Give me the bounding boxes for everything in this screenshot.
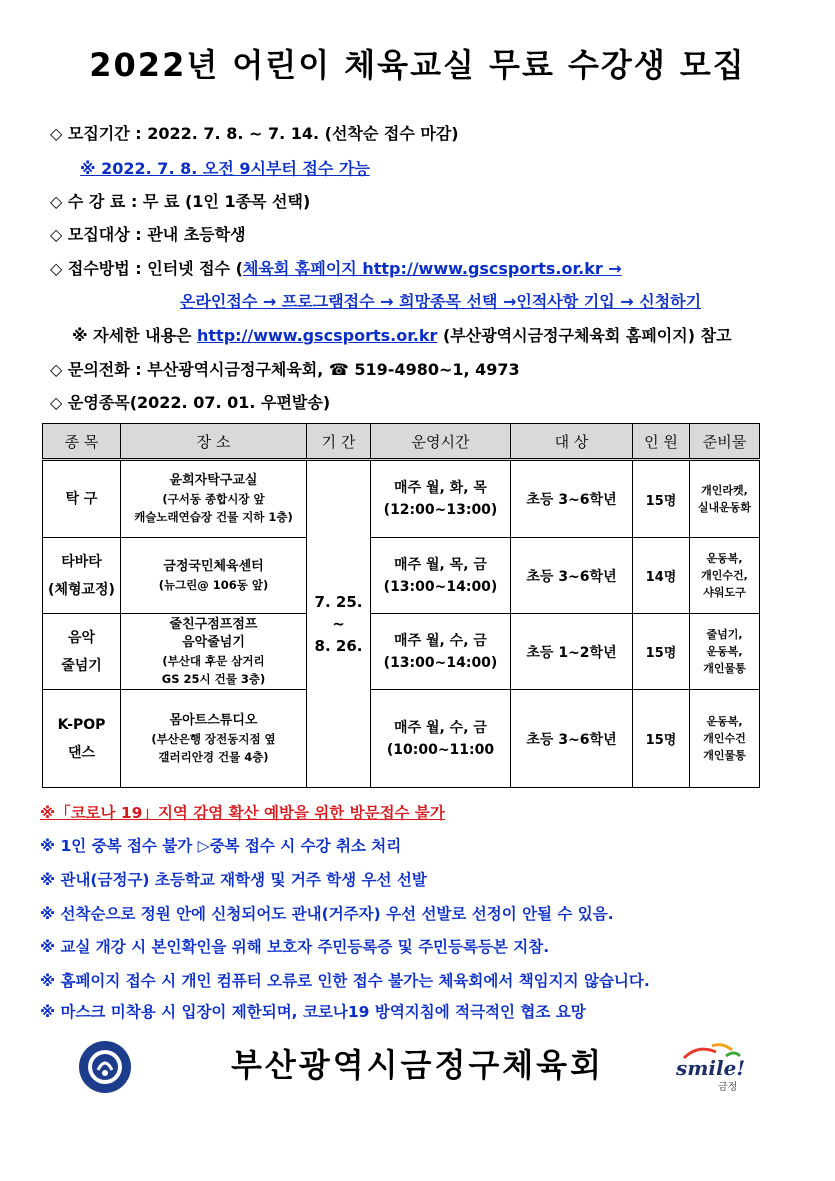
method-prefix: ◇ 접수방법 : 인터넷 접수 ( <box>50 259 243 278</box>
place-name: 몸아트스튜디오 <box>169 712 258 728</box>
table-row <box>43 538 760 614</box>
page-title: 2022년 어린이 체육교실 무료 수강생 모집 <box>89 46 746 84</box>
place-name: 윤희자탁구교실 <box>169 473 258 488</box>
cell-place <box>121 614 307 690</box>
header-sport: 종 목 <box>43 424 121 460</box>
place-name: 금정국민체육센터 <box>163 558 264 574</box>
place-address: (구서동 종합시장 앞 캐슬노래연습장 건물 지하 1층) <box>134 492 293 524</box>
cell-sport: 탁 구 <box>43 460 121 538</box>
place-name: 줄친구점프점프 음악줄넘기 <box>169 616 258 650</box>
note-priority: ※ 관내(금정구) 초등학교 재학생 및 거주 학생 우선 선발 <box>40 871 427 889</box>
organization-name: 부산광역시금정구체육회 <box>230 1046 605 1084</box>
recruit-period: ◇ 모집기간 : 2022. 7. 8. ~ 7. 14. (선착순 접수 마감) <box>50 124 459 143</box>
cell-time: 매주 월, 목, 금 (13:00~14:00) <box>371 538 511 614</box>
cell-period: 7. 25. ~ 8. 26. <box>307 460 371 788</box>
header-count: 인 원 <box>633 424 690 460</box>
target: ◇ 모집대상 : 관내 초등학생 <box>50 225 246 244</box>
cell-count: 15명 <box>633 690 690 788</box>
contact: ◇ 문의전화 : 부산광역시금정구체육회, ☎ 519-4980~1, 4973 <box>50 360 520 379</box>
cell-target: 초등 3~6학년 <box>511 690 633 788</box>
cell-prep: 줄넘기, 운동복, 개인물통 <box>690 614 760 690</box>
cell-place <box>121 538 307 614</box>
cell-time: 매주 월, 화, 목 (12:00~13:00) <box>371 460 511 538</box>
cell-time: 매주 월, 수, 금 (10:00~11:00 <box>371 690 511 788</box>
cell-place <box>121 690 307 788</box>
detail-prefix: ※ 자세한 내용은 <box>72 326 198 345</box>
method-steps: 온라인접수 → 프로그램접수 → 희망종목 선택 →인적사항 기입 → 신청하기 <box>180 292 702 311</box>
cell-count: 14명 <box>633 538 690 614</box>
cell-prep: 개인라켓, 실내운동화 <box>690 460 760 538</box>
table-row <box>43 614 760 690</box>
cell-target: 초등 3~6학년 <box>511 538 633 614</box>
header-time: 운영시간 <box>371 424 511 460</box>
cell-count: 15명 <box>633 460 690 538</box>
fee: ◇ 수 강 료 : 무 료 (1인 1종목 선택) <box>50 192 311 211</box>
sports-heading: ◇ 운영종목(2022. 07. 01. 우편발송) <box>50 393 331 412</box>
note-mask: ※ 마스크 미착용 시 입장이 제한되며, 코로나19 방역지침에 적극적인 협조 요망 <box>40 1003 586 1021</box>
cell-count: 15명 <box>633 614 690 690</box>
cell-target: 초등 3~6학년 <box>511 460 633 538</box>
cell-sport: K-POP 댄스 <box>43 690 121 788</box>
period-note: ※ 2022. 7. 8. 오전 9시부터 접수 가능 <box>80 159 370 178</box>
detail-suffix: (부산광역시금정구체육회 홈페이지) 참고 <box>437 326 732 345</box>
schedule-table <box>42 423 760 788</box>
cell-sport: 음악 줄넘기 <box>43 614 121 690</box>
smile-geumjeong-logo <box>676 1042 746 1092</box>
header-place: 장 소 <box>121 424 307 460</box>
cell-place <box>121 460 307 538</box>
header-prep: 준비물 <box>690 424 760 460</box>
cell-time: 매주 월, 수, 금 (13:00~14:00) <box>371 614 511 690</box>
header-period: 기 간 <box>307 424 371 460</box>
cell-prep: 운동복, 개인수건, 샤워도구 <box>690 538 760 614</box>
place-address: (뉴그린@ 106동 앞) <box>158 577 269 592</box>
cell-sport: 타바타 (체형교정) <box>43 538 121 614</box>
cell-target: 초등 1~2학년 <box>511 614 633 690</box>
logo-word: smile! <box>676 1056 746 1080</box>
method <box>50 256 810 279</box>
table-header-row <box>43 424 760 460</box>
detail-note <box>72 323 832 346</box>
note-selection: ※ 선착순으로 정원 안에 신청되어도 관내(거주자) 우선 선발로 선정이 안될 수 있음. <box>40 905 614 923</box>
note-computer-error: ※ 홈페이지 접수 시 개인 컴퓨터 오류로 인한 접수 불가는 체육회에서 책임지지 않습니다. <box>40 972 650 990</box>
note-id-check: ※ 교실 개강 시 본인확인을 위해 보호자 주민등록증 및 주민등록등본 지참. <box>40 938 550 956</box>
cell-prep: 운동복, 개인수건 개인물통 <box>690 690 760 788</box>
header-target: 대 상 <box>511 424 633 460</box>
place-address: (부산은행 장전동지점 옆 갤러리안경 건물 4층) <box>151 731 276 764</box>
place-address: (부산대 후문 삼거리 GS 25시 건물 3층) <box>161 653 266 686</box>
note-covid: ※「코로나 19」지역 감염 확산 예방을 위한 방문접수 불가 <box>40 804 445 822</box>
table-row <box>43 690 760 788</box>
logo-sub: 금정 <box>718 1082 738 1093</box>
note-duplicate: ※ 1인 중복 접수 불가 ▷중복 접수 시 수강 취소 처리 <box>40 837 402 855</box>
method-link[interactable]: 체육회 홈페이지 http://www.gscsports.or.kr → <box>242 259 622 278</box>
table-row <box>43 460 760 538</box>
homepage-link[interactable]: http://www.gscsports.or.kr <box>197 326 438 345</box>
